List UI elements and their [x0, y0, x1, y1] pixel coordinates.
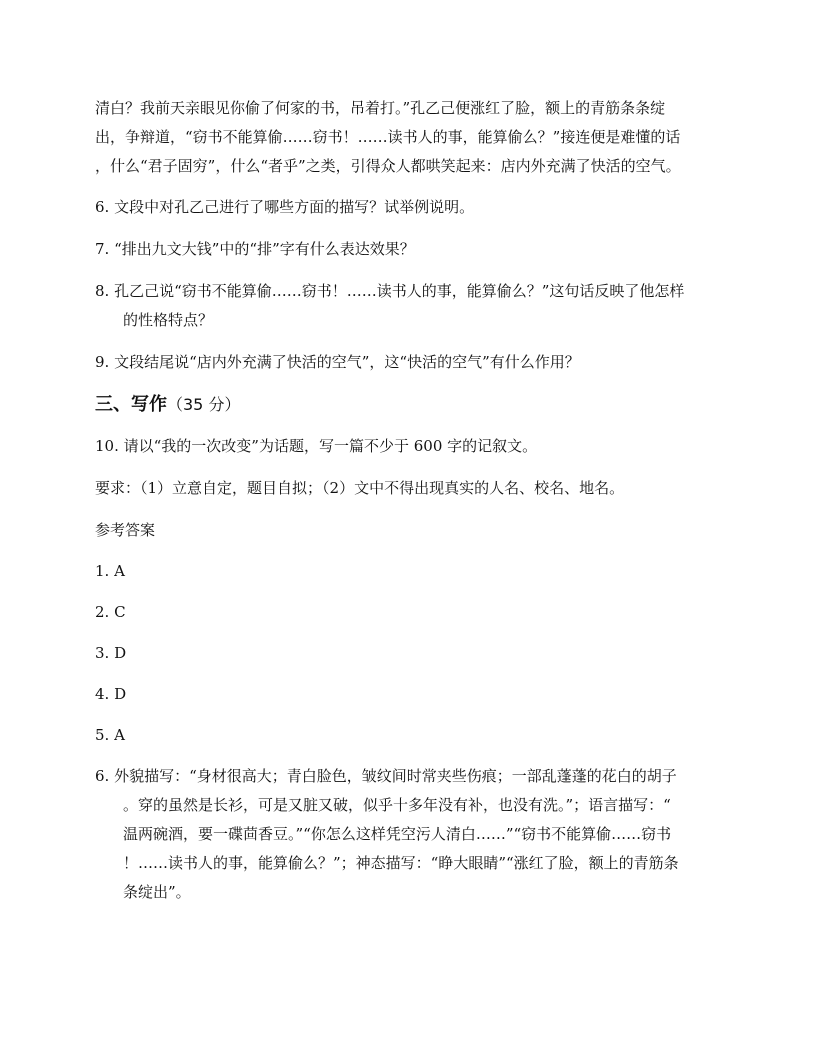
question-6: 6. 文段中对孔乙己进行了哪些方面的描写？试举例说明。	[95, 198, 475, 216]
question-8-line-2: 的性格特点？	[123, 311, 214, 329]
passage-line: 清白？我前天亲眼见你偷了何家的书，吊着打。”孔乙己便涨红了脸，额上的青筋条条绽	[95, 99, 666, 117]
answer-5: 5. A	[95, 726, 125, 744]
answer-6-line: ！……读书人的事，能算偷么？”；神态描写：“睁大眼睛”“涨红了脸，额上的青筋条	[123, 854, 679, 872]
answer-6-line: 温两碗酒，要一碟茴香豆。”“你怎么这样凭空污人清白……”“窃书不能算偷……窃书	[123, 825, 672, 843]
question-7: 7. “排出九文大钱”中的“排”字有什么表达效果？	[95, 240, 415, 258]
answer-4: 4. D	[95, 685, 127, 703]
passage-excerpt	[95, 94, 721, 181]
section-score: （35 分）	[167, 395, 241, 414]
passage-line: ，什么“君子固穷”，什么“者乎”之类，引得众人都哄笑起来：店内外充满了快活的空气。	[95, 157, 681, 175]
answers-heading: 参考答案	[95, 521, 156, 539]
question-9: 9. 文段结尾说“店内外充满了快活的空气”，这“快活的空气”有什么作用？	[95, 353, 580, 371]
answer-6	[95, 762, 721, 907]
section-title: 三、写作	[95, 394, 167, 415]
passage-line: 出，争辩道，“窃书不能算偷……窃书！……读书人的事，能算偷么？”接连便是难懂的话	[95, 128, 681, 146]
writing-requirements: 要求：（1）立意自定，题目自拟；（2）文中不得出现真实的人名、校名、地名。	[95, 479, 625, 497]
answer-6-line: 。穿的虽然是长衫，可是又脏又破，似乎十多年没有补，也没有洗。”；语言描写：“	[123, 796, 671, 814]
answer-6-line: 6. 外貌描写：“身材很高大；青白脸色，皱纹间时常夹些伤痕；一部乱蓬蓬的花白的胡子	[95, 767, 677, 785]
answer-2: 2. C	[95, 603, 126, 621]
question-8-line-1: 8. 孔乙己说“窃书不能算偷……窃书！……读书人的事，能算偷么？”这句话反映了他怎样	[95, 282, 685, 300]
question-8	[95, 277, 721, 335]
answer-1: 1. A	[95, 562, 125, 580]
answer-6-line: 条绽出”。	[123, 883, 191, 901]
question-10: 10. 请以“我的一次改变”为话题，写一篇不少于 600 字的记叙文。	[95, 437, 538, 455]
answer-3: 3. D	[95, 644, 127, 662]
document-page	[95, 94, 721, 919]
section-heading-writing	[95, 390, 721, 420]
